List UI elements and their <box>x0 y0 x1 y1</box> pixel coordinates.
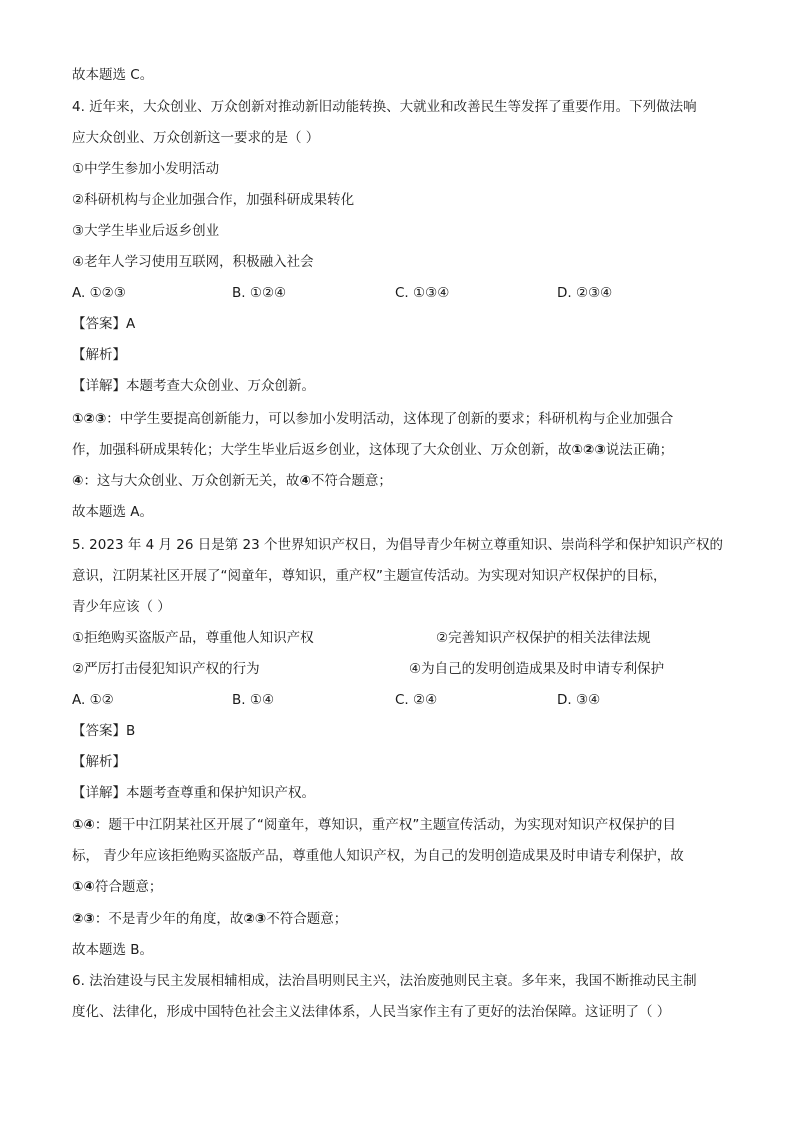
q5-detail: 【详解】本题考查尊重和保护知识产权。 <box>72 785 315 801</box>
q4-option-a: A. ①②③ <box>72 285 126 301</box>
q4-detail: 【详解】本题考查大众创业、万众创新。 <box>72 378 315 394</box>
q5-item-1: ①拒绝购买盗版产品，尊重他人知识产权 <box>72 630 314 646</box>
q5-item-2: ②完善知识产权保护的相关法律法规 <box>436 630 651 646</box>
q5-option-a: A. ①② <box>72 692 114 708</box>
q4-explanation-line3: ④：这与大众创业、万众创新无关，故④不符合题意； <box>72 473 392 489</box>
q4-item-4: ④老年人学习使用互联网，积极融入社会 <box>72 254 314 270</box>
q5-answer: 【答案】B <box>72 723 136 739</box>
q4-stem-line1: 4. 近年来，大众创业、万众创新对推动新旧动能转换、大就业和改善民生等发挥了重要作用。下列做法响 <box>72 99 697 115</box>
q5-stem-line1: 5. 2023 年 4 月 26 日是第 23 个世界知识产权日，为倡导青少年树立尊重知识、崇尚科学和保护知识产权的 <box>72 537 724 553</box>
q4-explanation-line1: ①②③：中学生要提高创新能力，可以参加小发明活动，这体现了创新的要求；科研机构与企业加强合 <box>72 411 674 427</box>
q4-conclusion: 故本题选 A。 <box>72 504 154 520</box>
q5-explanation-line1: ①④：题干中江阴某社区开展了“阅童年，尊知识，重产权”主题宣传活动，为实现对知识产权保护的目 <box>72 817 676 833</box>
q4-option-c: C. ①③④ <box>395 285 450 301</box>
q5-item-4: ④为自己的发明创造成果及时申请专利保护 <box>409 661 665 677</box>
prev-conclusion: 故本题选 C。 <box>72 67 154 83</box>
q5-analysis-label: 【解析】 <box>72 754 126 770</box>
q4-explanation-line2: 作，加强科研成果转化；大学生毕业后返乡创业，这体现了大众创业、万众创新，故①②③说法正确； <box>72 442 674 458</box>
q6-stem-line1: 6. 法治建设与民主发展相辅相成，法治昌明则民主兴，法治废弛则民主衰。多年来，我国不断推动民主制 <box>72 973 697 989</box>
q6-stem-line2: 度化、法律化，形成中国特色社会主义法律体系，人民当家作主有了更好的法治保障。这证明了（ ） <box>72 1004 671 1020</box>
q4-analysis-label: 【解析】 <box>72 347 126 363</box>
q5-explanation-line4: ②③：不是青少年的角度，故②③不符合题意； <box>72 911 348 927</box>
q4-answer: 【答案】A <box>72 316 136 332</box>
q4-item-1: ①中学生参加小发明活动 <box>72 161 220 177</box>
q5-option-c: C. ②④ <box>395 692 438 708</box>
q5-option-d: D. ③④ <box>557 692 601 708</box>
q4-exp1-lead: ①②③ <box>72 411 107 427</box>
q5-conclusion: 故本题选 B。 <box>72 942 154 958</box>
q4-stem-line2: 应大众创业、万众创新这一要求的是（ ） <box>72 130 320 146</box>
q5-explanation-line2: 标， 青少年应该拒绝购买盗版产品，尊重他人知识产权，为自己的发明创造成果及时申请专利保护，故 <box>72 848 684 864</box>
q5-stem-line2: 意识，江阴某社区开展了“阅童年，尊知识，重产权”主题宣传活动。为实现对知识产权保护的目标， <box>72 568 667 584</box>
q5-explanation-line3: ①④符合题意； <box>72 879 163 895</box>
q4-option-d: D. ②③④ <box>557 285 613 301</box>
q4-item-3: ③大学生毕业后返乡创业 <box>72 223 220 239</box>
q4-item-2: ②科研机构与企业加强合作，加强科研成果转化 <box>72 192 355 208</box>
q5-option-b: B. ①④ <box>232 692 275 708</box>
q4-option-b: B. ①②④ <box>232 285 287 301</box>
q5-stem-line3: 青少年应该（ ） <box>72 599 171 615</box>
q5-item-3: ②严厉打击侵犯知识产权的行为 <box>72 661 260 677</box>
